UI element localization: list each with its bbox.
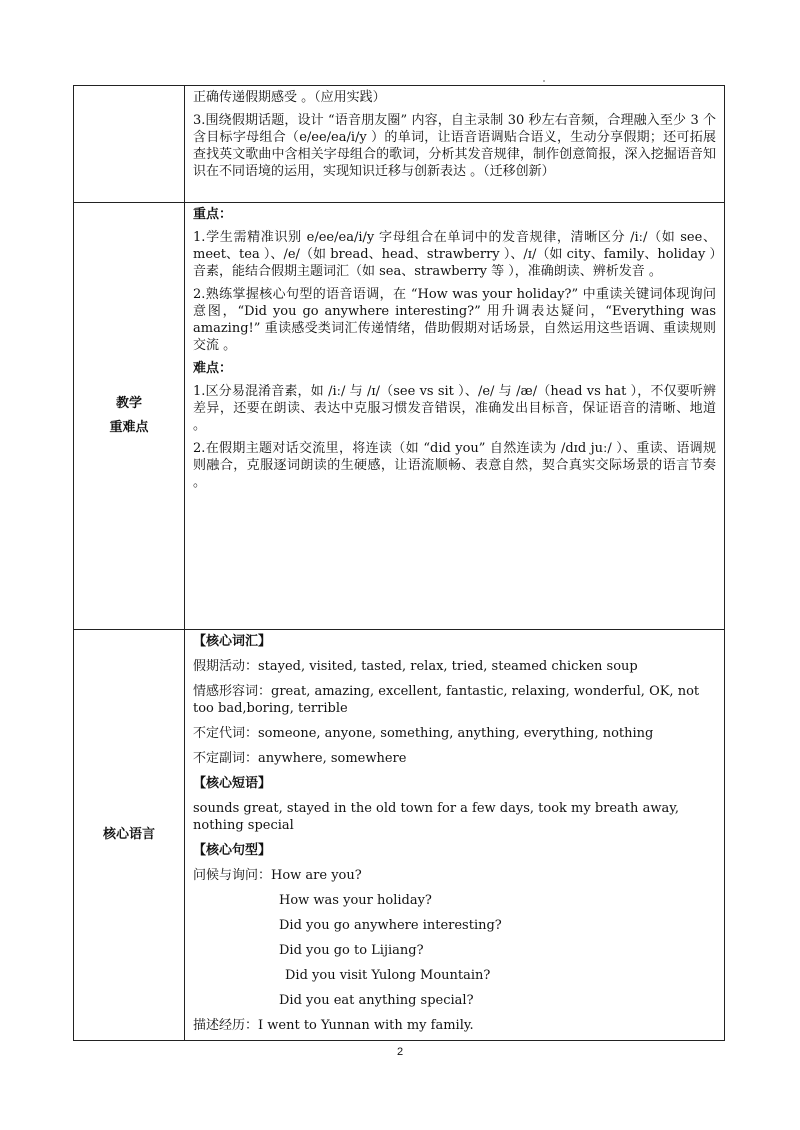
focus-title: 重点： bbox=[193, 207, 233, 222]
question-1: How was your holiday? bbox=[279, 893, 432, 908]
application-content bbox=[185, 86, 724, 202]
application-line-b: 3.围绕假期话题，设计 “语音朋友圈” 内容，自主录制 30 秒左右音频，合理融入至少 3 个含目标字母组合（e/ee/ea/i/y ）的单词，让语音语调贴合语义，生动分享假期；还可拓展查找英文歌曲中含相关字母组合的歌词，分析其发音规律，制作创意简报，深入挖掘语音知识在不同语境的运用，实现知识迁移与创新表达 。（迁移创新） bbox=[193, 113, 716, 179]
core-language-content bbox=[185, 630, 724, 1040]
key-points-label bbox=[74, 203, 185, 629]
focus-item-2: 2.熟练掌握核心句型的语音语调，在 “How was your holiday?” 中重读关键词体现询问意图，“Did you go anywhere interesting?” 用升调表达疑问，“Everything was amazing!” 重读感受类词汇传递情绪，借助假期对话场景，自然运用这些语调、重读规则交流 。 bbox=[193, 287, 716, 353]
vocab-title: 【核心词汇】 bbox=[193, 634, 272, 649]
difficulty-item-2: 2.在假期主题对话交流里，将连读（如 “did you” 自然连读为 /dɪd juː/ ）、重读、语调规则融合，克服逐词朗读的生硬感，让语流顺畅、表意自然，契合真实交际场景的语言节奏 。 bbox=[193, 441, 716, 490]
row-application bbox=[74, 86, 724, 202]
phrases-title: 【核心短语】 bbox=[193, 776, 272, 791]
key-points-label-line1: 教学 bbox=[115, 396, 142, 411]
question-3: Did you go to Lijiang? bbox=[279, 943, 424, 958]
question-5: Did you eat anything special? bbox=[279, 993, 474, 1008]
question-2: Did you go anywhere interesting? bbox=[279, 918, 502, 933]
lesson-plan-table bbox=[73, 85, 725, 1041]
row-core-language bbox=[74, 629, 724, 1040]
difficulty-item-1: 1.区分易混淆音素，如 /iː/ 与 /ɪ/（see vs sit ）、/e/ 与 /æ/（head vs hat ），不仅要听辨差异，还要在朗读、表达中克服习惯发音错误，准确发出目标音，保证语音的清晰、地道 。 bbox=[193, 384, 716, 433]
question-4: Did you visit Yulong Mountain? bbox=[285, 968, 491, 983]
phrases-list: sounds great, stayed in the old town for a few days, took my breath away, nothing special bbox=[193, 801, 679, 833]
key-points-content bbox=[185, 203, 724, 629]
focus-item-1: 1.学生需精准识别 e/ee/ea/i/y 字母组合在单词中的发音规律，清晰区分 /iː/（如 see、meet、tea ）、/e/（如 bread、head、strawberry ）、/ɪ/（如 city、family、holiday ）音素，能结合假期主题词汇（如 sea、strawberry 等 ），准确朗读、辨析发音 。 bbox=[193, 230, 716, 279]
vocab-pronouns: 不定代词：someone, anyone, something, anything, everything, nothing bbox=[193, 726, 654, 741]
scan-speck bbox=[543, 80, 545, 82]
row-key-points bbox=[74, 202, 724, 629]
greeting-sentence: 问候与询问：How are you? bbox=[193, 868, 362, 883]
core-language-label: 核心语言 bbox=[74, 630, 185, 1040]
describe-sentence: 描述经历：I went to Yunnan with my family. bbox=[193, 1018, 474, 1033]
page-number: 2 bbox=[396, 1046, 404, 1058]
key-points-label-line2: 重难点 bbox=[109, 420, 149, 435]
vocab-feelings: 情感形容词：great, amazing, excellent, fantastic, relaxing, wonderful, OK, not too bad,boring, terrible bbox=[193, 684, 700, 716]
empty-label-cell bbox=[74, 86, 185, 202]
application-line-a: 正确传递假期感受 。（应用实践） bbox=[193, 90, 386, 105]
sentences-title: 【核心句型】 bbox=[193, 843, 272, 858]
vocab-activities: 假期活动：stayed, visited, tasted, relax, tried, steamed chicken soup bbox=[193, 659, 638, 674]
difficulty-title: 难点： bbox=[193, 361, 233, 376]
vocab-adverbs: 不定副词：anywhere, somewhere bbox=[193, 751, 407, 766]
